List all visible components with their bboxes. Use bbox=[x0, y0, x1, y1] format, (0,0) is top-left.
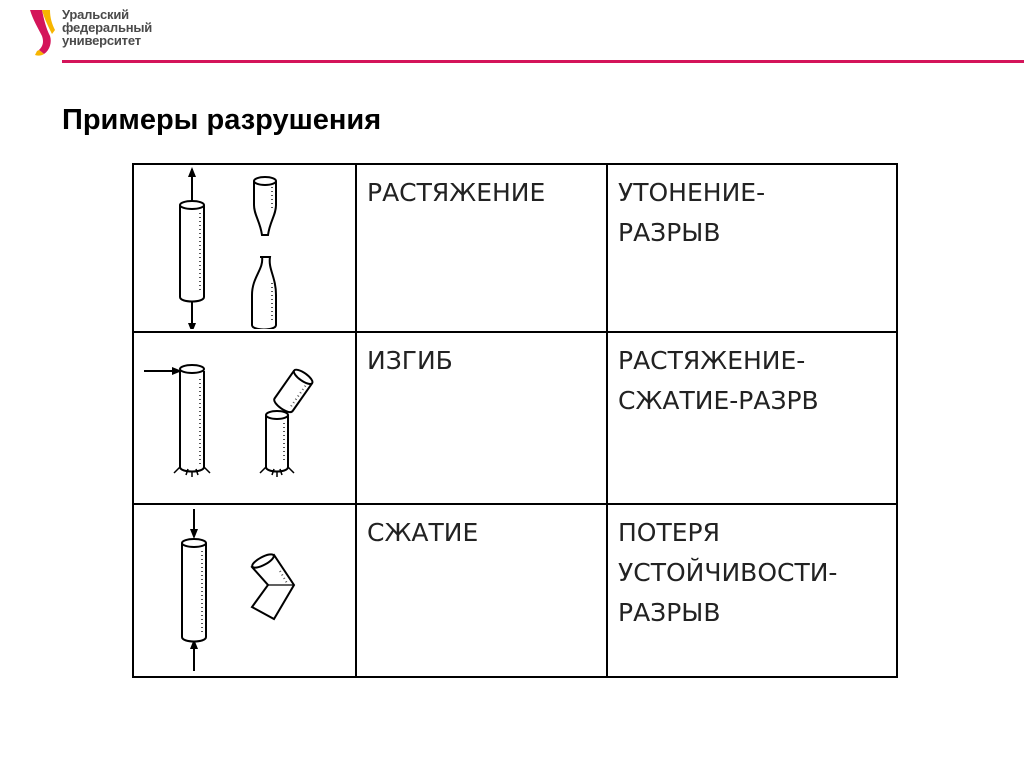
compression-cylinder-buckling-figure bbox=[134, 505, 353, 674]
figure-cell bbox=[133, 332, 356, 504]
result-line: РАЗРЫВ bbox=[618, 598, 721, 627]
university-logo bbox=[28, 6, 188, 60]
loading-type-cell bbox=[356, 164, 607, 332]
fracture-result-text bbox=[608, 165, 896, 253]
table-row bbox=[133, 504, 897, 677]
fracture-result-text bbox=[608, 505, 896, 633]
fracture-result-cell bbox=[607, 504, 897, 677]
tension-cylinder-necking-figure bbox=[134, 165, 353, 329]
bending-cylinder-break-figure bbox=[134, 333, 353, 501]
fracture-result-cell bbox=[607, 164, 897, 332]
loading-type-cell bbox=[356, 332, 607, 504]
university-name bbox=[62, 8, 152, 47]
fracture-result-cell bbox=[607, 332, 897, 504]
result-line: РАСТЯЖЕНИЕ- bbox=[618, 346, 806, 375]
fracture-result-text bbox=[608, 333, 896, 421]
result-line: УСТОЙЧИВОСТИ- bbox=[618, 558, 838, 587]
result-line: ПОТЕРЯ bbox=[618, 518, 720, 547]
loading-type-cell bbox=[356, 504, 607, 677]
logo-line-1: Уральский bbox=[62, 7, 129, 22]
result-line: УТОНЕНИЕ- bbox=[618, 178, 766, 207]
table-row bbox=[133, 332, 897, 504]
figure-cell bbox=[133, 504, 356, 677]
logo-line-3: университет bbox=[62, 33, 141, 48]
result-line: РАЗРЫВ bbox=[618, 218, 721, 247]
logo-line-2: федеральный bbox=[62, 20, 153, 35]
loading-type-label: СЖАТИЕ bbox=[367, 518, 479, 547]
result-line: СЖАТИЕ-РАЗРВ bbox=[618, 386, 819, 415]
urfu-logo-mark-icon bbox=[28, 6, 58, 60]
table-row bbox=[133, 164, 897, 332]
fracture-examples-table bbox=[132, 163, 898, 678]
figure-cell bbox=[133, 164, 356, 332]
header-divider bbox=[62, 60, 1024, 63]
loading-type-label: ИЗГИБ bbox=[367, 346, 453, 375]
loading-type-label: РАСТЯЖЕНИЕ bbox=[367, 178, 546, 207]
page-title: Примеры разрушения bbox=[62, 104, 382, 136]
